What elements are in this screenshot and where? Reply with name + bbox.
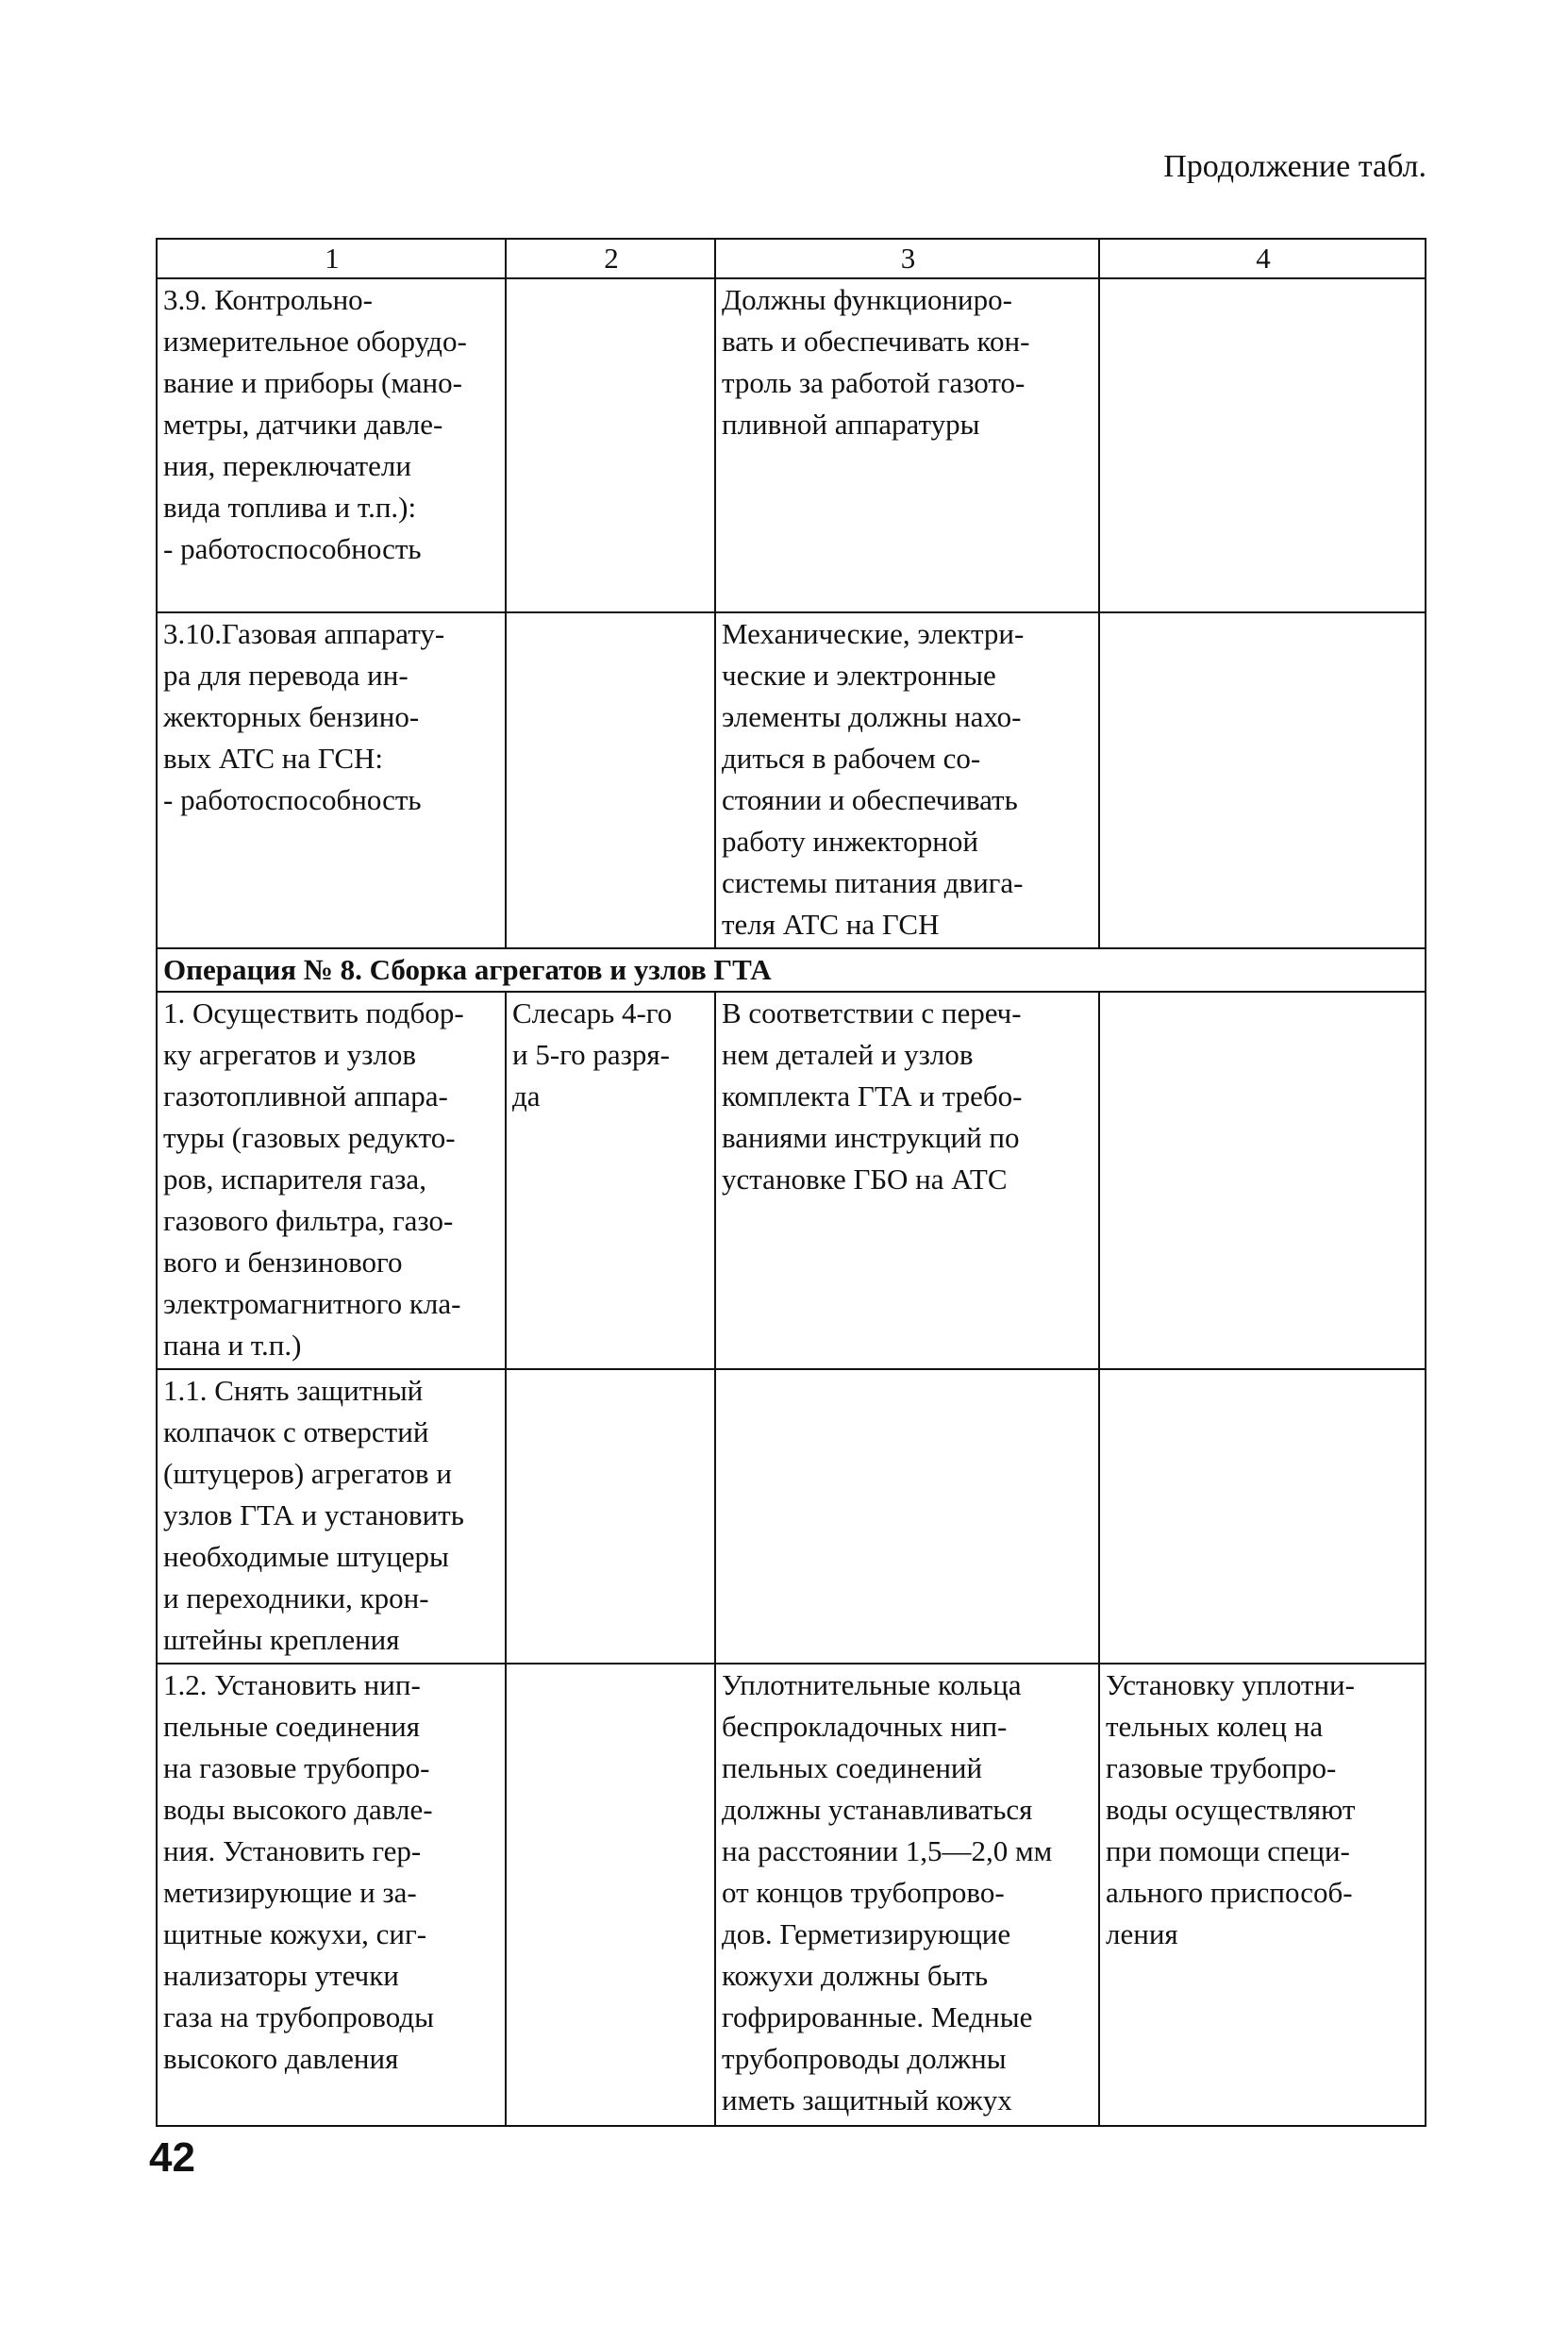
cell-text: Должны функциониро- вать и обеспечивать кон- троль за работой газото- пливной аппаратуры <box>722 283 1030 441</box>
operation-header: Операция № 8. Сборка агрегатов и узлов ГТА <box>157 948 1426 992</box>
table-cell <box>1099 612 1426 948</box>
cell-text: В соответствии с переч- нем деталей и узлов комплекта ГТА и требо- ваниями инструкций по установке ГБО на АТС <box>722 996 1023 1196</box>
cell-text: Слесарь 4-го и 5-го разря- да <box>512 996 673 1112</box>
table-row <box>157 612 1426 948</box>
column-number-3: 3 <box>715 239 1099 278</box>
table-cell <box>1099 992 1426 1369</box>
table-cell <box>715 278 1099 612</box>
table-row <box>157 1369 1426 1664</box>
table-cell <box>157 1369 506 1664</box>
table-cell <box>157 1664 506 2126</box>
table-row <box>157 1664 1426 2126</box>
table-cell <box>157 612 506 948</box>
table-cell <box>506 992 715 1369</box>
column-number-4: 4 <box>1099 239 1426 278</box>
requirements-table <box>156 238 1426 2127</box>
table-row <box>157 278 1426 612</box>
cell-text: 1. Осуществить подбор- ку агрегатов и узлов газотопливной аппара- туры (газовых редукто- ров, испарителя газа, газового фильтра, газо- вого и бензинового электромагнитного кла- пана и т.п.) <box>163 996 464 1362</box>
table-cell <box>157 278 506 612</box>
continuation-label: Продолжение табл. <box>1163 149 1426 184</box>
table-cell <box>1099 278 1426 612</box>
page-number: 42 <box>149 2134 195 2181</box>
cell-text: Установку уплотни- тельных колец на газовые трубопро- воды осуществляют при помощи специ- ального приспособ- ления <box>1106 1668 1356 1950</box>
column-number-2: 2 <box>506 239 715 278</box>
table-row <box>157 992 1426 1369</box>
table-cell <box>1099 1369 1426 1664</box>
cell-text: 3.9. Контрольно- измерительное оборудо- вание и приборы (мано- метры, датчики давле- ния, переключатели вида топлива и т.п.): - работоспособность <box>163 283 467 565</box>
table-cell <box>715 1369 1099 1664</box>
cell-text: Механические, электри- ческие и электронные элементы должны нахо- диться в рабочем со- стоянии и обеспечивать работу инжекторной системы питания двига- теля АТС на ГСН <box>722 617 1025 941</box>
cell-text: Уплотнительные кольца беспрокладочных нип- пельных соединений должны устанавливаться на расстоянии 1,5—2,0 мм от концов трубопрово- дов. Герметизирующие кожухи должны быть гофрированные. Медные трубопроводы должны иметь защитный кожух <box>722 1668 1053 2116</box>
table-cell <box>506 1369 715 1664</box>
table-cell <box>506 612 715 948</box>
table-cell <box>1099 1664 1426 2126</box>
cell-text: 3.10.Газовая аппарату- ра для перевода ин- жекторных бензино- вых АТС на ГСН: - работоспособность <box>163 617 445 816</box>
column-number-1: 1 <box>157 239 506 278</box>
table-cell <box>715 612 1099 948</box>
cell-text: 1.2. Установить нип- пельные соединения на газовые трубопро- воды высокого давле- ния. Установить гер- метизирующие и за- щитные кожухи, сиг- нализаторы утечки газа на трубопроводы высокого давления <box>163 1668 434 2075</box>
table-cell <box>715 992 1099 1369</box>
table-cell <box>157 992 506 1369</box>
table-cell <box>506 1664 715 2126</box>
table-cell <box>506 278 715 612</box>
table-cell <box>715 1664 1099 2126</box>
cell-text: 1.1. Снять защитный колпачок с отверстий (штуцеров) агрегатов и узлов ГТА и установить необходимые штуцеры и переходники, крон- штейны крепления <box>163 1374 464 1656</box>
column-number-row <box>157 239 1426 278</box>
operation-header-row <box>157 948 1426 992</box>
